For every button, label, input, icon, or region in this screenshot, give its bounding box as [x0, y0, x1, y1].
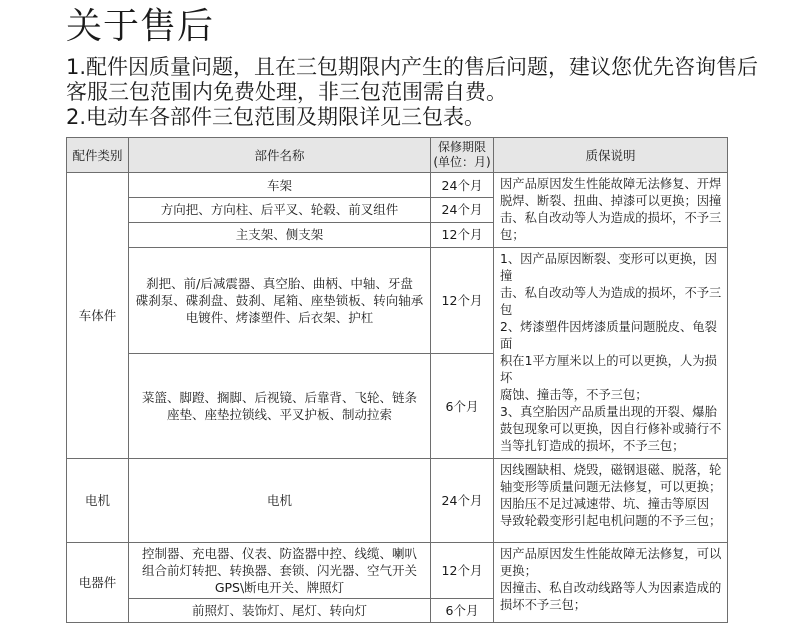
desc-line: 更换；: [500, 564, 537, 578]
desc-line: 包；: [500, 228, 525, 242]
table-row: [67, 173, 728, 198]
part-line: 刹把、前/后减震器、真空胎、曲柄、中轴、牙盘: [146, 276, 413, 292]
part-line: 座垫、座垫拉锁线、平叉护板、制动拉索: [166, 407, 392, 423]
desc-line: 当等扎钉造成的损坏，不予三包；: [500, 439, 685, 453]
desc-line: 腐蚀、撞击等，不予三包；: [500, 388, 648, 402]
category-cell: 电器件: [67, 543, 129, 623]
category-cell: 车体件: [67, 173, 129, 459]
intro-line: 客服三包范围内免费处理，非三包范围需自费。: [66, 80, 507, 104]
intro-line: 2.电动车各部件三包范围及期限详见三包表。: [66, 105, 486, 129]
header-period: [431, 138, 494, 173]
period-cell: 6个月: [431, 354, 494, 459]
desc-line: 损坏不予三包；: [500, 598, 587, 612]
desc-line: 因产品原因发生性能故障无法修复，可以: [500, 547, 722, 561]
table-row: [67, 248, 728, 354]
part-line: 菜篮、脚蹬、搁脚、后视镜、后靠背、飞轮、链条: [141, 390, 417, 406]
desc-cell: [494, 543, 728, 623]
desc-cell: [494, 173, 728, 248]
part-cell: [129, 248, 431, 354]
part-cell: 电机: [129, 459, 431, 543]
period-cell: 12个月: [431, 222, 494, 247]
period-cell: 12个月: [431, 248, 494, 354]
header-period-line1: 保修期限: [437, 140, 486, 154]
part-line: 控制器、充电器、仪表、防盗器中控、线缆、喇叭: [141, 546, 417, 561]
desc-line: 因线圈缺相、烧毁，磁钢退磁、脱落，轮: [500, 463, 722, 477]
table-row: [67, 459, 728, 543]
table-row: [67, 543, 728, 599]
intro-line: 1.配件因质量问题，且在三包期限内产生的售后问题，建议您优先咨询售后: [66, 55, 759, 79]
part-line: 电镀件、烤漆塑件、后衣架、护杠: [185, 310, 374, 326]
part-cell: 方向把、方向柱、后平叉、轮毂、前叉组件: [129, 198, 431, 222]
part-cell: [129, 543, 431, 599]
desc-line: 因产品原因发生性能故障无法修复、开焊: [500, 177, 722, 191]
header-part: 部件名称: [129, 138, 431, 173]
desc-line: 因撞击、私自改动线路等人为因素造成的: [500, 581, 722, 595]
desc-line: 击、私自改动等人为造成的损坏，不予三包: [500, 286, 722, 317]
part-line: 碟刹泵、碟刹盘、鼓刹、尾箱、座垫锁板、转向轴承: [135, 293, 424, 309]
period-cell: 24个月: [431, 198, 494, 222]
period-cell: 24个月: [431, 173, 494, 198]
header-period-line2: (单位：月): [433, 155, 491, 169]
desc-line: 积在1平方厘米以上的可以更换，人为损坏: [500, 354, 717, 385]
warranty-table: [66, 137, 728, 623]
desc-cell: [494, 459, 728, 543]
desc-cell: [494, 248, 728, 459]
period-cell: 6个月: [431, 599, 494, 623]
part-cell: [129, 354, 431, 459]
part-line: 组合前灯转把、转换器、套锁、闪光器、空气开关: [141, 563, 417, 578]
period-cell: 12个月: [431, 543, 494, 599]
table-header-row: [67, 138, 728, 173]
desc-line: 鼓包现象可以更换，因自行修补或骑行不: [500, 422, 722, 436]
category-cell: 电机: [67, 459, 129, 543]
header-desc: 质保说明: [494, 138, 728, 173]
desc-line: 脱焊、断裂、扭曲、掉漆可以更换；因撞: [500, 194, 722, 208]
header-category: 配件类别: [67, 138, 129, 173]
desc-line: 1、因产品原因断裂、变形可以更换，因撞: [500, 252, 717, 283]
desc-line: 导致轮毂变形引起电机问题的不予三包；: [500, 514, 722, 528]
desc-line: 轴变形等质量问题无法修复，可以更换；: [500, 480, 722, 494]
part-line: GPS\断电开关、牌照灯: [214, 580, 345, 595]
period-cell: 24个月: [431, 459, 494, 543]
part-cell: 车架: [129, 173, 431, 198]
intro-text: [66, 55, 758, 130]
desc-line: 2、烤漆塑件因烤漆质量问题脱皮、龟裂面: [500, 320, 717, 351]
desc-line: 因胎压不足过减速带、坑、撞击等原因: [500, 497, 710, 511]
part-cell: 主支架、侧支架: [129, 222, 431, 247]
page-title: 关于售后: [66, 6, 215, 47]
desc-line: 3、真空胎因产品质量出现的开裂、爆胎: [500, 405, 717, 419]
part-cell: 前照灯、装饰灯、尾灯、转向灯: [129, 599, 431, 623]
desc-line: 击、私自改动等人为造成的损坏，不予三: [500, 211, 722, 225]
